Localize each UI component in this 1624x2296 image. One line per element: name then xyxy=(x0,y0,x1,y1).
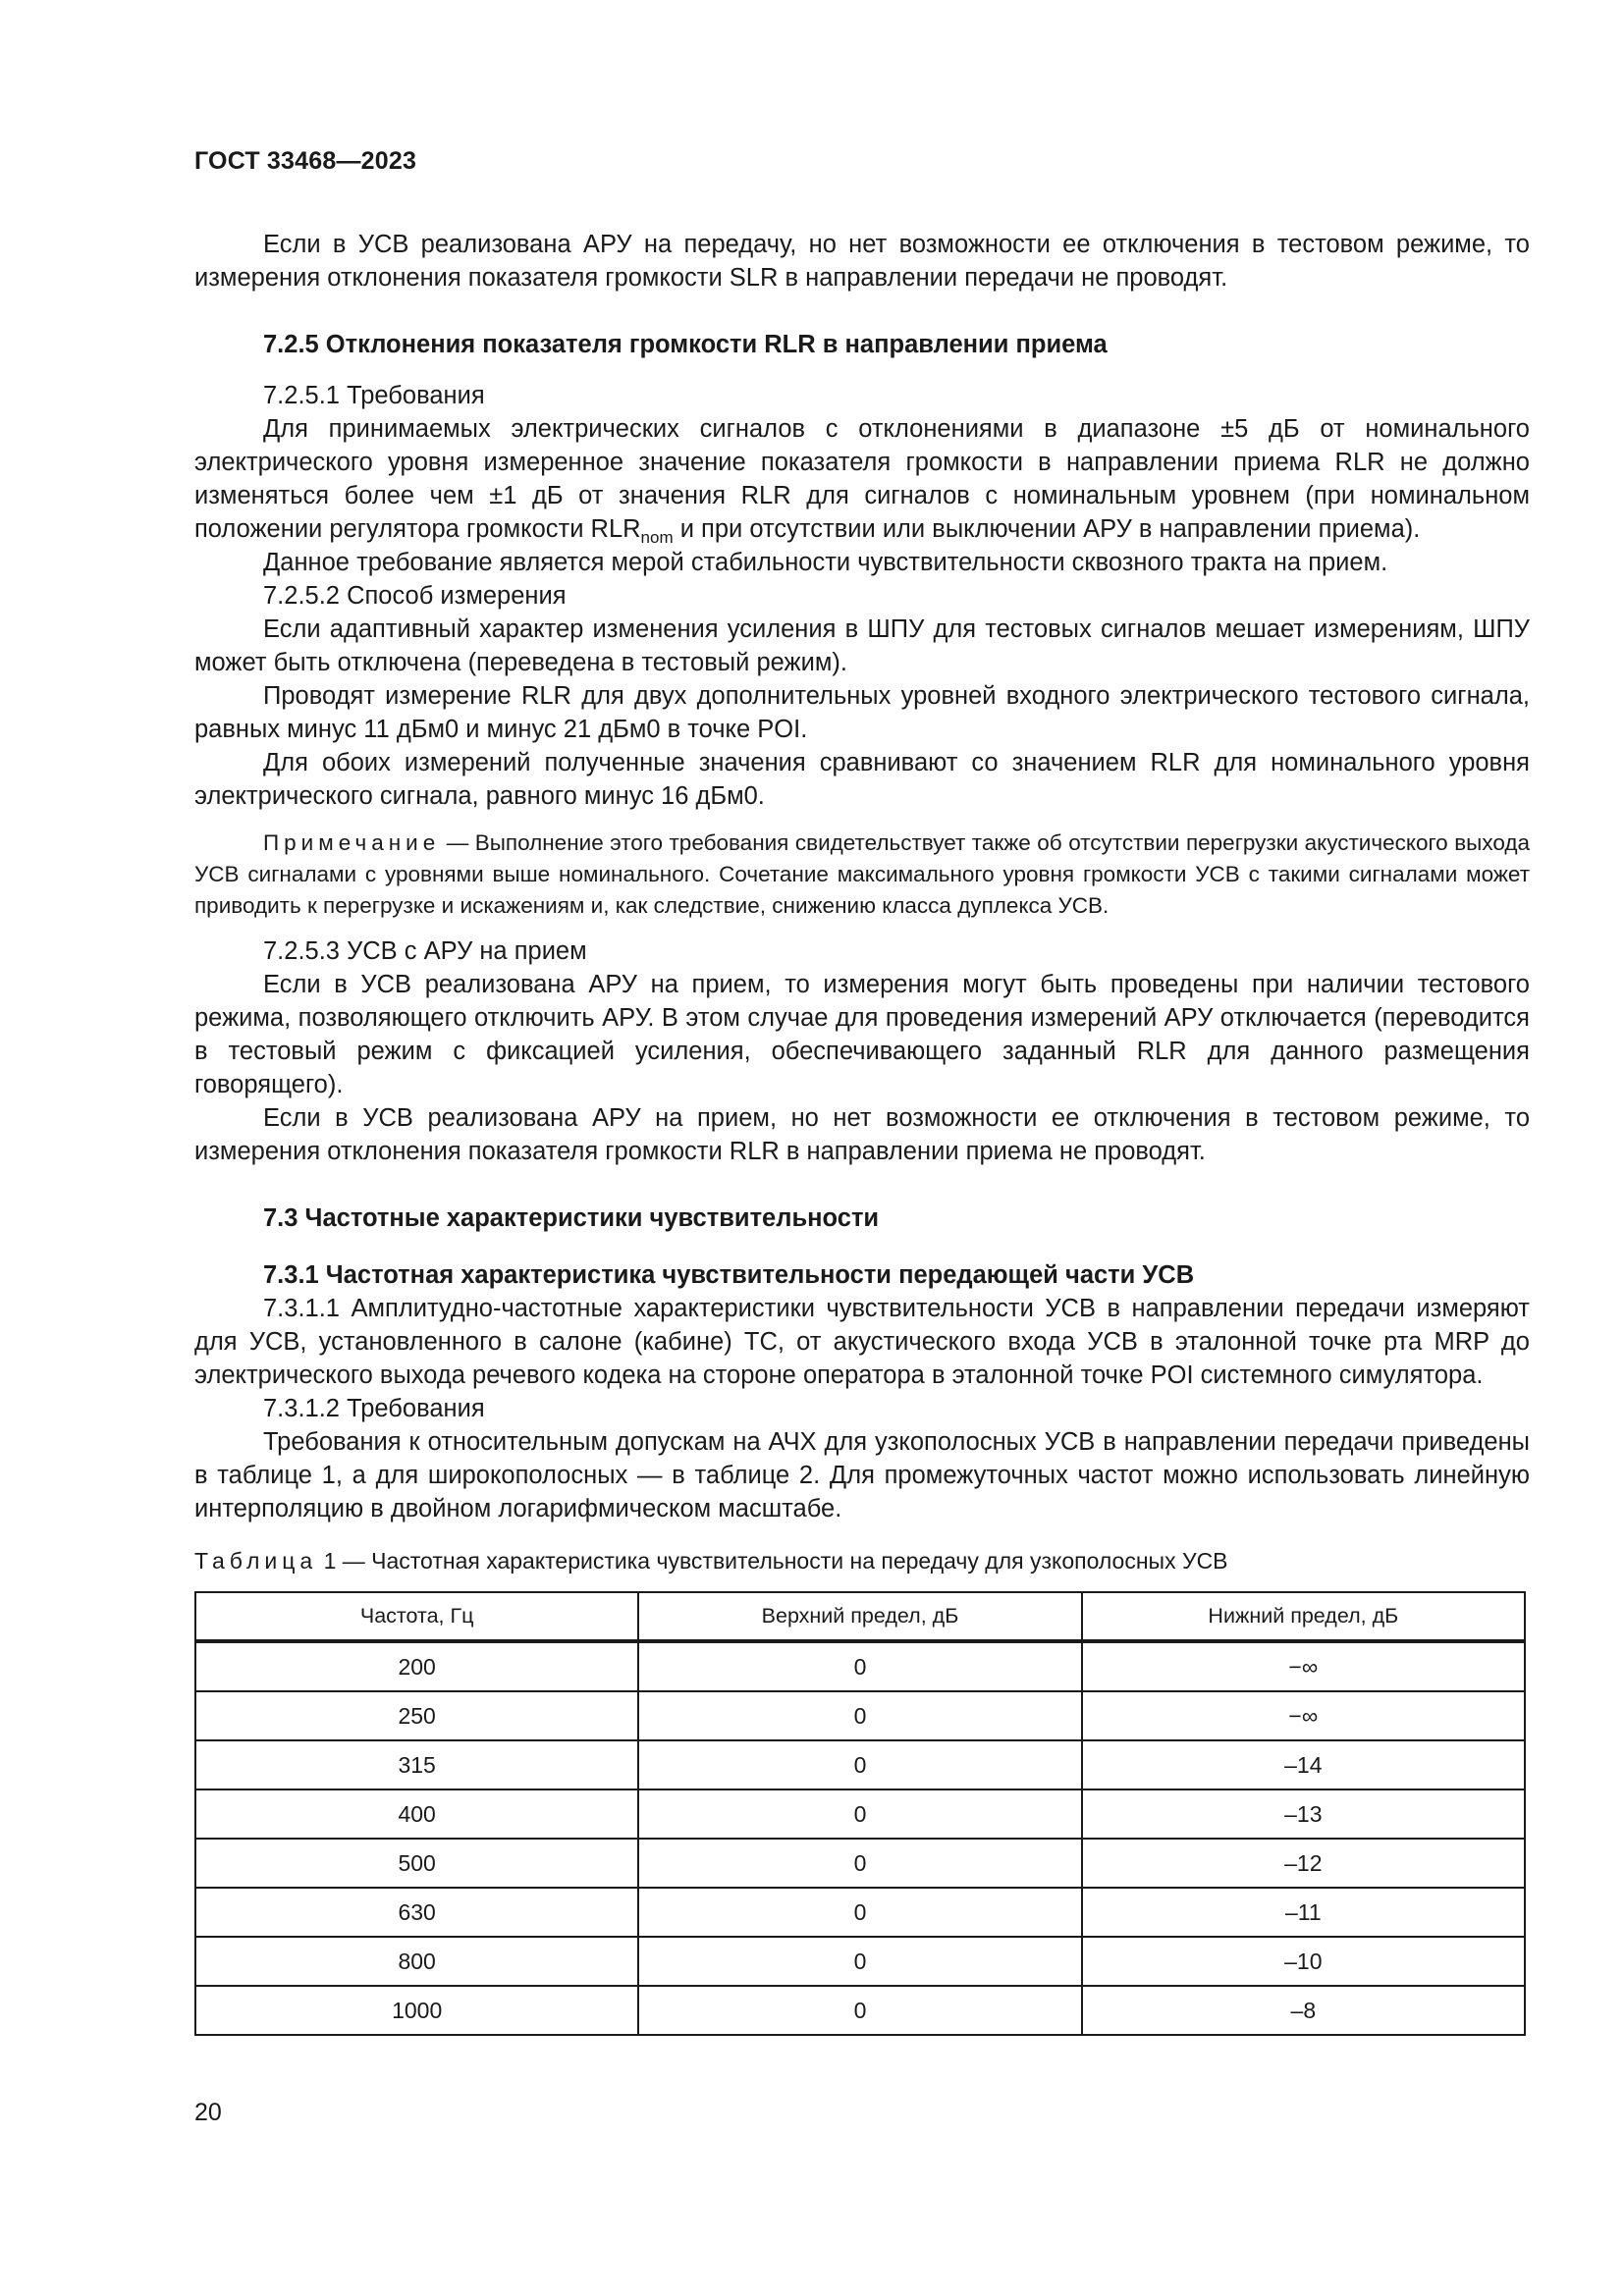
table-caption xyxy=(194,1545,1530,1576)
cell-upper-limit: 0 xyxy=(638,1937,1081,1986)
cell-frequency: 400 xyxy=(195,1789,638,1839)
cell-frequency: 800 xyxy=(195,1937,638,1986)
note-block xyxy=(194,828,1530,922)
paragraph-7-3-1-1: 7.3.1.1 Амплитудно-частотные характеристики чувствительности УСВ в направлении передачи измеряют для УСВ, установленного в салоне (кабине) ТС, от акустического входа УСВ в эталонной точке рта MRP до электрического выхода речевого кодека на стороне оператора в эталонной точке POI системного симулятора. xyxy=(194,1295,1530,1389)
requirement-text-b: и при отсутствии или выключении АРУ в направлении приема). xyxy=(673,515,1421,543)
cell-lower-limit: −∞ xyxy=(1082,1691,1525,1740)
cell-lower-limit: –14 xyxy=(1082,1740,1525,1789)
section-7-3-heading: 7.3 Частотные характеристики чувствительности xyxy=(263,1204,880,1232)
requirement-text-a: Для принимаемых электрических сигналов с отклонениями в диапазоне ±5 дБ от номинального электрического уровня измеренное значение показателя громкости в направлении приема RLR не должно изменяться более чем ±1 дБ от значения RLR для сигналов с номинальным уровнем (при номинальном положении регулятора громкости RLR xyxy=(194,415,1530,543)
subsection-7-2-5-3-title: 7.2.5.3 УСВ с АРУ на прием xyxy=(263,937,587,965)
header-lower-limit: Нижний предел, дБ xyxy=(1082,1592,1525,1641)
cell-upper-limit: 0 xyxy=(638,1691,1081,1740)
cell-frequency: 1000 xyxy=(195,1986,638,2035)
table-row xyxy=(195,1641,1525,1691)
method-paragraph-3: Для обоих измерений полученные значения сравнивают со значением RLR для номинального уровня электрического сигнала, равного минус 16 дБм0. xyxy=(194,749,1530,810)
cell-upper-limit: 0 xyxy=(638,1641,1081,1691)
table-header-row xyxy=(195,1592,1525,1641)
subsection-7-3-1-2-title: 7.3.1.2 Требования xyxy=(263,1395,485,1422)
cell-frequency: 630 xyxy=(195,1888,638,1937)
cell-upper-limit: 0 xyxy=(638,1789,1081,1839)
cell-upper-limit: 0 xyxy=(638,1986,1081,2035)
method-paragraph-1: Если адаптивный характер изменения усиления в ШПУ для тестовых сигналов мешает измерениям, ШПУ может быть отключена (переведена в тестовый режим). xyxy=(194,615,1530,676)
agc-paragraph-2: Если в УСВ реализована АРУ на прием, но нет возможности ее отключения в тестовом режиме, то измерения отклонения показателя громкости RLR в направлении приема не проводят. xyxy=(194,1104,1530,1165)
standard-header: ГОСТ 33468—2023 xyxy=(194,147,417,175)
header-upper-limit: Верхний предел, дБ xyxy=(638,1592,1081,1641)
cell-lower-limit: –11 xyxy=(1082,1888,1525,1937)
table-caption-text: 1 — Частотная характеристика чувствительности на передачу для узкополосных УСВ xyxy=(317,1548,1228,1574)
cell-frequency: 200 xyxy=(195,1641,638,1691)
cell-frequency: 315 xyxy=(195,1740,638,1789)
section-7-2-5-heading: 7.2.5 Отклонения показателя громкости RLR в направлении приема xyxy=(263,331,1108,358)
requirement-paragraph xyxy=(194,412,1530,546)
subsection-7-2-5-1-title: 7.2.5.1 Требования xyxy=(263,382,485,409)
section-7-3-1-heading: 7.3.1 Частотная характеристика чувствительности передающей части УСВ xyxy=(263,1261,1195,1289)
cell-upper-limit: 0 xyxy=(638,1888,1081,1937)
intro-paragraph: Если в УСВ реализована АРУ на передачу, но нет возможности ее отключения в тестовом режиме, то измерения отклонения показателя громкости SLR в направлении передачи не проводят. xyxy=(194,231,1530,292)
table-row xyxy=(195,1986,1525,2035)
note-text: — Выполнение этого требования свидетельствует также об отсутствии перегрузки акустического выхода УСВ сигналами с уровнями выше номинального. Сочетание максимального уровня громкости УСВ с такими сигналами может приводить к перегрузке и искажениям и, как следствие, снижению класса дуплекса УСВ. xyxy=(194,830,1530,918)
rlr-subscript: nom xyxy=(640,528,674,547)
page-number: 20 xyxy=(194,2099,222,2126)
cell-lower-limit: –10 xyxy=(1082,1937,1525,1986)
cell-lower-limit: −∞ xyxy=(1082,1641,1525,1691)
header-frequency: Частота, Гц xyxy=(195,1592,638,1641)
note-label: Примечание xyxy=(263,830,441,855)
table-caption-label: Таблица xyxy=(194,1548,318,1574)
table-row xyxy=(195,1740,1525,1789)
table-row xyxy=(195,1937,1525,1986)
page-content xyxy=(194,147,1530,2036)
table-row xyxy=(195,1888,1525,1937)
cell-lower-limit: –12 xyxy=(1082,1839,1525,1888)
paragraph-7-3-1-2: Требования к относительным допускам на АЧХ для узкополосных УСВ в направлении передачи приведены в таблице 1, а для широкополосных — в таблице 2. Для промежуточных частот можно использовать линейную интерполяцию в двойном логарифмическом масштабе. xyxy=(194,1428,1530,1522)
cell-lower-limit: –8 xyxy=(1082,1986,1525,2035)
method-paragraph-2: Проводят измерение RLR для двух дополнительных уровней входного электрического тестового сигнала, равных минус 11 дБм0 и минус 21 дБм0 в точке POI. xyxy=(194,682,1530,743)
requirement-measure-paragraph: Данное требование является мерой стабильности чувствительности сквозного тракта на прием. xyxy=(263,549,1388,576)
cell-upper-limit: 0 xyxy=(638,1839,1081,1888)
cell-upper-limit: 0 xyxy=(638,1740,1081,1789)
cell-frequency: 500 xyxy=(195,1839,638,1888)
subsection-7-2-5-2-title: 7.2.5.2 Способ измерения xyxy=(263,582,567,610)
cell-frequency: 250 xyxy=(195,1691,638,1740)
table-row xyxy=(195,1691,1525,1740)
table-row xyxy=(195,1789,1525,1839)
cell-lower-limit: –13 xyxy=(1082,1789,1525,1839)
table-row xyxy=(195,1839,1525,1888)
agc-paragraph-1: Если в УСВ реализована АРУ на прием, то измерения могут быть проведены при наличии тестового режима, позволяющего отключить АРУ. В этом случае для проведения измерений АРУ отключается (переводится в тестовый режим с фиксацией усиления, обеспечивающего заданный RLR для данного размещения говорящего). xyxy=(194,971,1530,1098)
frequency-response-table xyxy=(194,1591,1526,2036)
